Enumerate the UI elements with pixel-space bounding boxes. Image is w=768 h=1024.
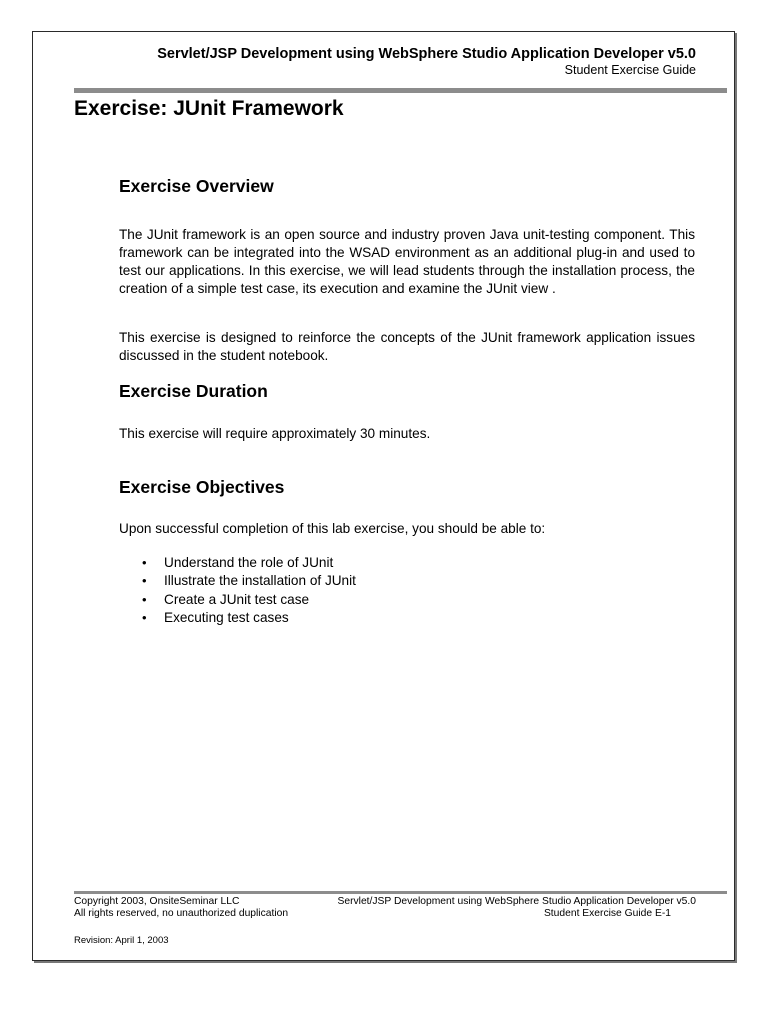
document-page bbox=[32, 31, 735, 961]
footer-copyright: Copyright 2003, OnsiteSeminar LLC bbox=[74, 896, 240, 907]
objectives-intro: Upon successful completion of this lab exercise, you should be able to: bbox=[119, 521, 546, 536]
overview-paragraph-1: The JUnit framework is an open source and industry proven Java unit-testing component. This framework can be integrated into the WSAD environment as an additional plug-in and used to test our applications. In this exercise, we will lead students through the installation process, the creation of a simple test case, its execution and examine the JUnit view . bbox=[119, 227, 695, 296]
duration-heading: Exercise Duration bbox=[119, 381, 268, 401]
list-item-text: Understand the role of JUnit bbox=[164, 555, 334, 570]
header-rule bbox=[74, 88, 727, 93]
bullet-icon: • bbox=[142, 610, 147, 626]
overview-paragraph-2: This exercise is designed to reinforce the concepts of the JUnit framework application issues discussed in the student notebook. bbox=[119, 330, 695, 363]
duration-paragraph: This exercise will require approximately 30 minutes. bbox=[119, 426, 431, 441]
footer-rule bbox=[74, 891, 727, 894]
footer-revision: Revision: April 1, 2003 bbox=[74, 935, 169, 946]
overview-heading: Exercise Overview bbox=[119, 176, 274, 196]
list-item bbox=[119, 572, 356, 590]
header-title: Servlet/JSP Development using WebSphere Studio Application Developer v5.0 bbox=[157, 46, 696, 62]
footer-course: Servlet/JSP Development using WebSphere Studio Application Developer v5.0 bbox=[337, 896, 696, 907]
page-title: Exercise: JUnit Framework bbox=[74, 97, 344, 120]
header-subtitle: Student Exercise Guide bbox=[564, 63, 696, 77]
list-item bbox=[119, 609, 356, 627]
objectives-heading: Exercise Objectives bbox=[119, 477, 285, 497]
bullet-icon: • bbox=[142, 555, 147, 570]
bullet-icon: • bbox=[142, 591, 147, 607]
list-item bbox=[119, 554, 356, 572]
bullet-icon: • bbox=[142, 573, 147, 589]
objectives-list bbox=[119, 554, 356, 628]
list-item-text: Illustrate the installation of JUnit bbox=[164, 573, 356, 589]
list-item bbox=[119, 591, 356, 609]
footer-rights: All rights reserved, no unauthorized duplication bbox=[74, 908, 289, 919]
list-item-text: Executing test cases bbox=[164, 610, 289, 626]
list-item-text: Create a JUnit test case bbox=[164, 591, 310, 607]
footer-page-number: Student Exercise Guide E-1 bbox=[543, 908, 671, 919]
